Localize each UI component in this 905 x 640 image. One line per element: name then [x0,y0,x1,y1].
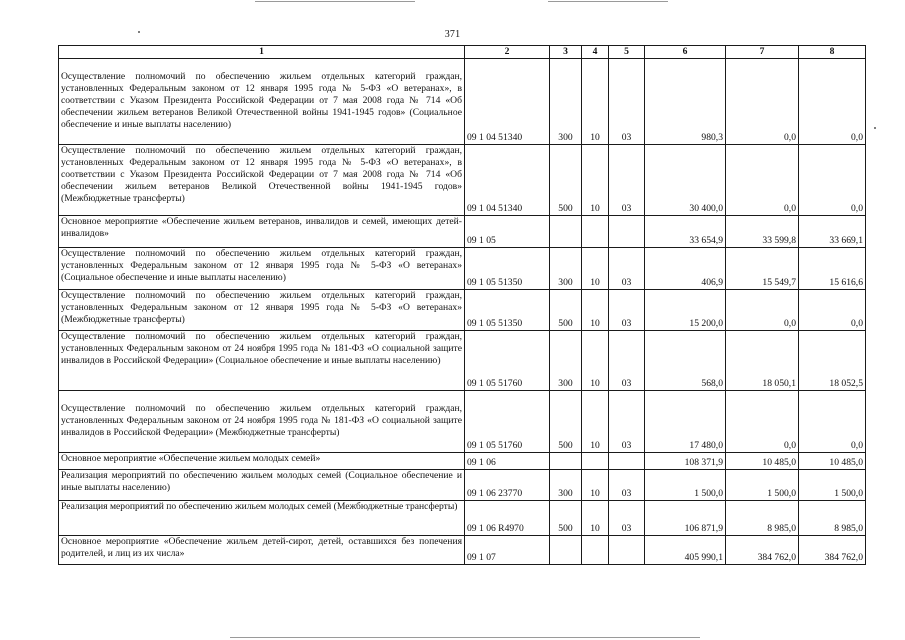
row-col4: 10 [582,248,609,290]
row-description: Осуществление полномочий по обеспечению жильем отдельных категорий граждан, установленных Федеральным законом от 12 января 1995 года № 5-ФЗ «О ветеранах», в соответствии с Указом Президента Российской Федерации от 7 мая 2008 года № 714 «Об обеспечении жильем ветеранов Великой Отечественной войны 1941-1945 годов» (Межбюджетные трансферты) [59,145,465,216]
table-row [59,248,866,290]
row-code: 09 1 05 51350 [465,248,550,290]
row-description: Реализация мероприятий по обеспечению жильем молодых семей (Социальное обеспечение и иные выплаты населению) [59,470,465,501]
row-col5 [609,453,645,470]
row-code: 09 1 06 [465,453,550,470]
row-code: 09 1 05 51760 [465,331,550,391]
page-number: 371 [444,29,461,40]
scan-edge-top-right [548,1,668,2]
table-row [59,59,866,145]
column-header: 1 [59,46,465,59]
row-col6: 33 654,9 [645,216,726,248]
row-col6: 568,0 [645,331,726,391]
row-col3: 500 [550,391,582,453]
row-col3: 500 [550,501,582,536]
row-col5: 03 [609,290,645,331]
row-description: Осуществление полномочий по обеспечению жильем отдельных категорий граждан, установленных Федеральным законом от 24 ноября 1995 года № 181-ФЗ «О социальной защите инвалидов в Российской Федерации» (Социальное обеспечение и иные выплаты населению) [59,331,465,391]
row-col5: 03 [609,391,645,453]
column-header: 8 [799,46,866,59]
row-col8: 0,0 [799,59,866,145]
row-col7: 18 050,1 [726,331,799,391]
row-col8: 18 052,5 [799,331,866,391]
row-col4: 10 [582,290,609,331]
column-header: 3 [550,46,582,59]
row-code: 09 1 05 51350 [465,290,550,331]
row-col5: 03 [609,248,645,290]
column-header: 7 [726,46,799,59]
row-code: 09 1 06 23770 [465,470,550,501]
table-row [59,331,866,391]
row-col3: 300 [550,59,582,145]
row-description: Основное мероприятие «Обеспечение жильем молодых семей» [59,453,465,470]
row-description: Осуществление полномочий по обеспечению жильем отдельных категорий граждан, установленных Федеральным законом от 24 ноября 1995 года № 181-ФЗ «О социальной защите инвалидов в Российской Федерации» (Межбюджетные трансферты) [59,391,465,453]
table-row [59,501,866,536]
row-col5: 03 [609,145,645,216]
row-col5: 03 [609,501,645,536]
row-col3 [550,216,582,248]
row-col7: 15 549,7 [726,248,799,290]
column-header: 5 [609,46,645,59]
scan-edge-top [255,1,415,2]
row-col5 [609,536,645,565]
row-col8: 0,0 [799,290,866,331]
row-col4 [582,536,609,565]
row-col8: 1 500,0 [799,470,866,501]
row-col7: 0,0 [726,59,799,145]
table-row [59,470,866,501]
row-col7: 0,0 [726,290,799,331]
row-col6: 30 400,0 [645,145,726,216]
row-col5: 03 [609,470,645,501]
row-col3: 300 [550,331,582,391]
row-col8: 384 762,0 [799,536,866,565]
table-row [59,216,866,248]
row-col7: 384 762,0 [726,536,799,565]
table-row [59,453,866,470]
row-col8: 0,0 [799,145,866,216]
row-code: 09 1 04 51340 [465,59,550,145]
row-col3: 300 [550,470,582,501]
row-col6: 108 371,9 [645,453,726,470]
row-description: Реализация мероприятий по обеспечению жильем молодых семей (Межбюджетные трансферты) [59,501,465,536]
row-code: 09 1 05 [465,216,550,248]
row-col7: 1 500,0 [726,470,799,501]
row-col4: 10 [582,59,609,145]
row-description: Осуществление полномочий по обеспечению жильем отдельных категорий граждан, установленных Федеральным законом от 12 января 1995 года № 5-ФЗ «О ветеранах», в соответствии с Указом Президента Российской Федерации от 7 мая 2008 года № 714 «Об обеспечении жильем ветеранов Великой Отечественной войны 1941-1945 годов» (Социальное обеспечение и иные выплаты населению) [59,59,465,145]
row-col4: 10 [582,145,609,216]
row-col7: 0,0 [726,145,799,216]
table-header-row [59,46,866,59]
row-code: 09 1 06 R4970 [465,501,550,536]
row-col3 [550,453,582,470]
row-description: Осуществление полномочий по обеспечению жильем отдельных категорий граждан, установленных Федеральным законом от 12 января 1995 года № 5-ФЗ «О ветеранах» (Социальное обеспечение и иные выплаты населению) [59,248,465,290]
row-col3 [550,536,582,565]
row-col6: 980,3 [645,59,726,145]
row-col8: 10 485,0 [799,453,866,470]
row-col6: 1 500,0 [645,470,726,501]
row-col5: 03 [609,331,645,391]
row-col8: 15 616,6 [799,248,866,290]
row-description: Осуществление полномочий по обеспечению жильем отдельных категорий граждан, установленных Федеральным законом от 12 января 1995 года № 5-ФЗ «О ветеранах» (Межбюджетные трансферты) [59,290,465,331]
row-description: Основное мероприятие «Обеспечение жильем ветеранов, инвалидов и семей, имеющих детей-инвалидов» [59,216,465,248]
row-col4: 10 [582,501,609,536]
row-col6: 17 480,0 [645,391,726,453]
row-col3: 500 [550,145,582,216]
row-col3: 500 [550,290,582,331]
row-code: 09 1 07 [465,536,550,565]
row-col4 [582,453,609,470]
row-col6: 106 871,9 [645,501,726,536]
row-col6: 406,9 [645,248,726,290]
row-col5 [609,216,645,248]
table-row [59,391,866,453]
row-col8: 0,0 [799,391,866,453]
scan-speck [138,31,140,33]
row-code: 09 1 04 51340 [465,145,550,216]
row-col7: 33 599,8 [726,216,799,248]
row-code: 09 1 05 51760 [465,391,550,453]
row-col4: 10 [582,331,609,391]
budget-table [58,45,866,565]
row-col8: 33 669,1 [799,216,866,248]
table-row [59,536,866,565]
row-col3: 300 [550,248,582,290]
row-description: Основное мероприятие «Обеспечение жильем детей-сирот, детей, оставшихся без попечения родителей, и лиц из их числа» [59,536,465,565]
column-header: 4 [582,46,609,59]
row-col4 [582,216,609,248]
row-col4: 10 [582,391,609,453]
scan-speck [874,127,876,129]
row-col7: 8 985,0 [726,501,799,536]
row-col4: 10 [582,470,609,501]
column-header: 6 [645,46,726,59]
column-header: 2 [465,46,550,59]
row-col5: 03 [609,59,645,145]
table-row [59,290,866,331]
row-col7: 0,0 [726,391,799,453]
scan-edge-bottom [230,637,700,638]
table-row [59,145,866,216]
row-col7: 10 485,0 [726,453,799,470]
row-col6: 15 200,0 [645,290,726,331]
row-col8: 8 985,0 [799,501,866,536]
row-col6: 405 990,1 [645,536,726,565]
